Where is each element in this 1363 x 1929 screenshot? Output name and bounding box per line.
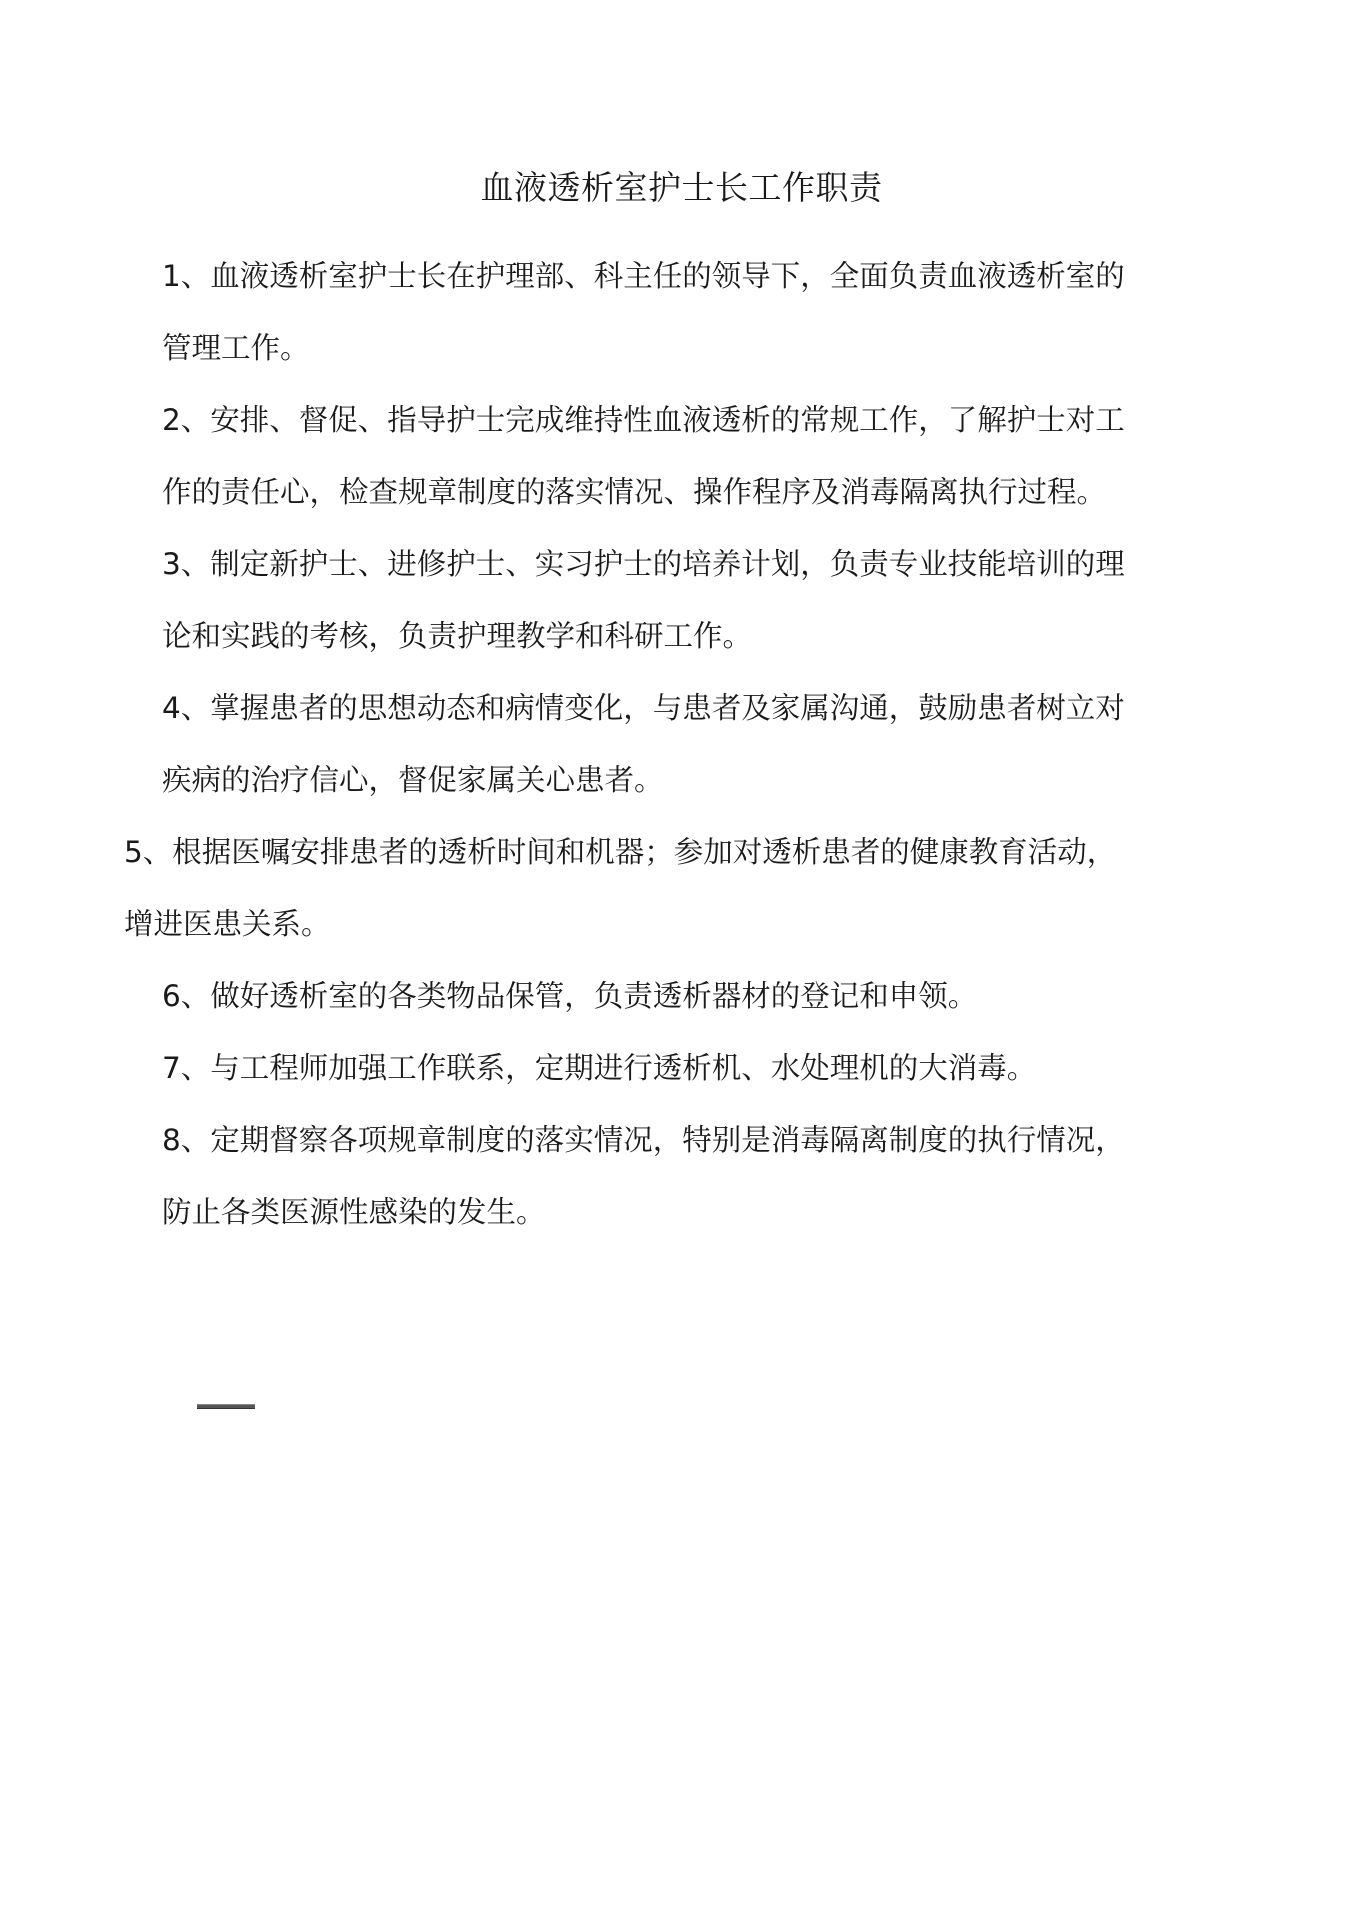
duty-item-7-line-1: 7、与工程师加强工作联系，定期进行透析机、水处理机的大消毒。 <box>162 1051 1037 1085</box>
duty-item-5-line-2: 增进医患关系。 <box>124 907 331 941</box>
scan-artifact-rule <box>197 1404 255 1409</box>
page-title: 血液透析室护士长工作职责 <box>480 168 883 207</box>
duty-item-3-line-1: 3、制定新护士、进修护士、实习护士的培养计划，负责专业技能培训的理 <box>162 547 1125 581</box>
document-body <box>124 240 1222 1248</box>
duty-item-1-line-1: 1、血液透析室护士长在护理部、科主任的领导下，全面负责血液透析室的 <box>162 259 1125 293</box>
duty-item-8-line-1: 8、定期督察各项规章制度的落实情况，特别是消毒隔离制度的执行情况， <box>162 1123 1125 1157</box>
duty-item-4-line-1: 4、掌握患者的思想动态和病情变化，与患者及家属沟通，鼓励患者树立对 <box>162 691 1125 725</box>
duty-item-3-line-2: 论和实践的考核，负责护理教学和科研工作。 <box>162 619 753 653</box>
duty-item-8-line-2: 防止各类医源性感染的发生。 <box>162 1195 546 1229</box>
duty-item-4-line-2: 疾病的治疗信心，督促家属关心患者。 <box>162 763 664 797</box>
duty-item-1-line-2: 管理工作。 <box>162 331 310 365</box>
duty-item-5-line-1: 5、根据医嘱安排患者的透析时间和机器；参加对透析患者的健康教育活动， <box>124 835 1117 869</box>
duty-item-6-line-1: 6、做好透析室的各类物品保管，负责透析器材的登记和申领。 <box>162 979 978 1013</box>
duty-item-2-line-1: 2、安排、督促、指导护士完成维持性血液透析的常规工作，了解护士对工 <box>162 403 1125 437</box>
duty-item-2-line-2: 作的责任心，检查规章制度的落实情况、操作程序及消毒隔离执行过程。 <box>162 475 1107 509</box>
